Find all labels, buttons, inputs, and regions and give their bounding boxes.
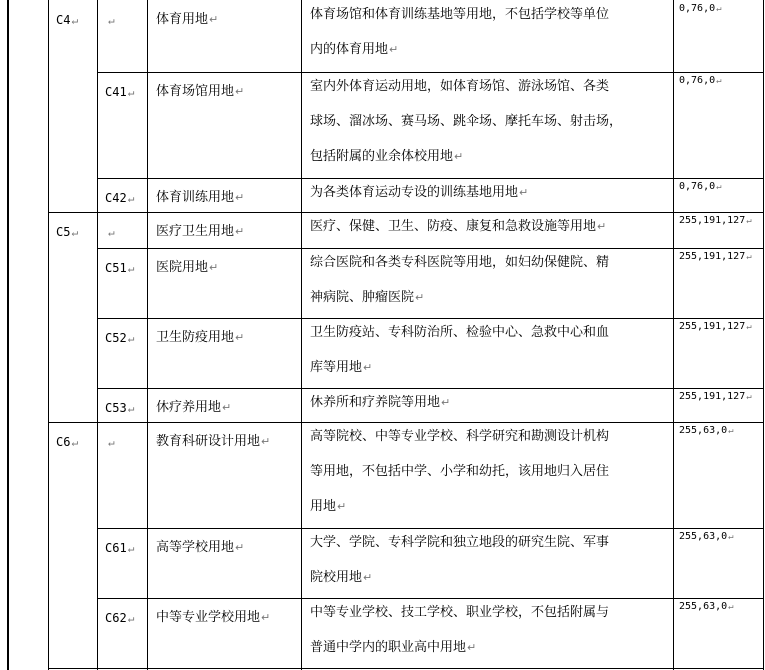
paragraph-mark-icon: ↵ xyxy=(235,85,245,98)
land-use-description: 库等用地↵ xyxy=(310,360,373,375)
paragraph-mark-icon: ↵ xyxy=(108,226,115,239)
paragraph-mark-icon: ↵ xyxy=(235,191,245,204)
paragraph-mark-icon: ↵ xyxy=(728,532,734,542)
land-use-name: 体育用地↵ xyxy=(156,12,219,27)
paragraph-mark-icon: ↵ xyxy=(222,401,232,414)
table-border-right xyxy=(763,0,764,670)
group-divider xyxy=(48,422,764,423)
land-use-name: 体育训练用地↵ xyxy=(156,190,245,205)
land-use-description: 医疗、保健、卫生、防疫、康复和急救设施等用地↵ xyxy=(310,219,607,234)
paragraph-mark-icon: ↵ xyxy=(746,322,752,332)
land-use-description: 内的体育用地↵ xyxy=(310,42,399,57)
row-divider xyxy=(97,598,764,599)
paragraph-mark-icon: ↵ xyxy=(71,14,79,27)
paragraph-mark-icon: ↵ xyxy=(235,541,245,554)
land-use-description: 院校用地↵ xyxy=(310,570,373,585)
column-rule xyxy=(301,0,302,670)
sub-code: C41↵ xyxy=(105,85,135,99)
land-use-description: 大学、学院、专科学院和独立地段的研究生院、军事 xyxy=(310,535,610,550)
land-use-description: 综合医院和各类专科医院等用地，如妇幼保健院、精 xyxy=(310,255,610,270)
column-rule xyxy=(97,0,98,670)
row-divider xyxy=(97,318,764,319)
paragraph-mark-icon: ↵ xyxy=(716,76,722,86)
sub-code: C51↵ xyxy=(105,261,135,275)
paragraph-mark-icon: ↵ xyxy=(127,332,135,345)
paragraph-mark-icon: ↵ xyxy=(363,571,373,584)
row-divider xyxy=(97,528,764,529)
paragraph-mark-icon: ↵ xyxy=(127,612,135,625)
paragraph-mark-icon: ↵ xyxy=(519,186,529,199)
paragraph-mark-icon: ↵ xyxy=(441,396,451,409)
group-divider xyxy=(48,212,764,213)
paragraph-mark-icon: ↵ xyxy=(415,291,425,304)
sub-code: C61↵ xyxy=(105,541,135,555)
row-divider xyxy=(97,178,764,179)
rgb-color-value: 255,191,127↵ xyxy=(679,215,752,226)
major-code: C5↵ xyxy=(56,225,79,239)
land-use-name: 中等专业学校用地↵ xyxy=(156,610,271,625)
land-use-description: 普通中学内的职业高中用地↵ xyxy=(310,640,477,655)
land-use-name: 卫生防疫用地↵ xyxy=(156,330,245,345)
land-use-description: 休养所和疗养院等用地↵ xyxy=(310,395,451,410)
paragraph-mark-icon: ↵ xyxy=(127,542,135,555)
paragraph-mark-icon: ↵ xyxy=(467,641,477,654)
paragraph-mark-icon: ↵ xyxy=(108,436,115,449)
row-divider xyxy=(97,72,764,73)
rgb-color-value: 255,63,0↵ xyxy=(679,531,734,542)
rgb-color-value: 255,191,127↵ xyxy=(679,391,752,402)
rgb-color-value: 255,63,0↵ xyxy=(679,425,734,436)
table-border-left xyxy=(7,0,9,670)
sub-code-empty xyxy=(107,432,115,453)
land-use-description: 室内外体育运动用地，如体育场馆、游泳场馆、各类 xyxy=(310,79,610,94)
sub-code: C42↵ xyxy=(105,191,135,205)
table-bottom-rule xyxy=(48,668,764,669)
major-code: C4↵ xyxy=(56,13,79,27)
paragraph-mark-icon: ↵ xyxy=(746,252,752,262)
sub-code: C62↵ xyxy=(105,611,135,625)
paragraph-mark-icon: ↵ xyxy=(716,182,722,192)
paragraph-mark-icon: ↵ xyxy=(728,426,734,436)
row-divider xyxy=(97,248,764,249)
land-use-description: 卫生防疫站、专科防治所、检验中心、急救中心和血 xyxy=(310,325,610,340)
paragraph-mark-icon: ↵ xyxy=(728,602,734,612)
sub-code-empty xyxy=(107,10,115,31)
paragraph-mark-icon: ↵ xyxy=(71,226,79,239)
land-use-name: 体育场馆用地↵ xyxy=(156,84,245,99)
land-use-name: 医院用地↵ xyxy=(156,260,219,275)
paragraph-mark-icon: ↵ xyxy=(454,150,464,163)
paragraph-mark-icon: ↵ xyxy=(746,392,752,402)
land-use-name: 医疗卫生用地↵ xyxy=(156,224,245,239)
sub-code: C53↵ xyxy=(105,401,135,415)
land-use-description: 为各类体育运动专设的训练基地用地↵ xyxy=(310,185,529,200)
column-rule xyxy=(673,0,674,670)
major-code: C6↵ xyxy=(56,435,79,449)
paragraph-mark-icon: ↵ xyxy=(127,402,135,415)
paragraph-mark-icon: ↵ xyxy=(235,225,245,238)
paragraph-mark-icon: ↵ xyxy=(363,361,373,374)
rgb-color-value: 255,63,0↵ xyxy=(679,601,734,612)
land-use-description: 包括附属的业余体校用地↵ xyxy=(310,149,464,164)
sub-code-empty xyxy=(107,222,115,243)
rgb-color-value: 0,76,0↵ xyxy=(679,181,722,192)
paragraph-mark-icon: ↵ xyxy=(235,331,245,344)
land-use-description: 体育场馆和体育训练基地等用地，不包括学校等单位 xyxy=(310,7,610,22)
paragraph-mark-icon: ↵ xyxy=(127,86,135,99)
sub-code: C52↵ xyxy=(105,331,135,345)
land-use-description: 用地↵ xyxy=(310,499,347,514)
paragraph-mark-icon: ↵ xyxy=(746,216,752,226)
land-use-description: 高等院校、中等专业学校、科学研究和勘测设计机构 xyxy=(310,429,610,444)
paragraph-mark-icon: ↵ xyxy=(209,261,219,274)
land-use-name: 休疗养用地↵ xyxy=(156,400,232,415)
paragraph-mark-icon: ↵ xyxy=(261,435,271,448)
land-use-description: 神病院、肿瘤医院↵ xyxy=(310,290,425,305)
rgb-color-value: 255,191,127↵ xyxy=(679,251,752,262)
paragraph-mark-icon: ↵ xyxy=(209,13,219,26)
paragraph-mark-icon: ↵ xyxy=(597,220,607,233)
column-rule xyxy=(147,0,148,670)
land-use-description: 等用地，不包括中学、小学和幼托，该用地归入居住 xyxy=(310,464,610,479)
paragraph-mark-icon: ↵ xyxy=(716,4,722,14)
rgb-color-value: 0,76,0↵ xyxy=(679,75,722,86)
paragraph-mark-icon: ↵ xyxy=(337,500,347,513)
land-use-name: 教育科研设计用地↵ xyxy=(156,434,271,449)
column-rule xyxy=(48,0,49,670)
paragraph-mark-icon: ↵ xyxy=(261,611,271,624)
paragraph-mark-icon: ↵ xyxy=(108,14,115,27)
land-use-description: 中等专业学校、技工学校、职业学校，不包括附属与 xyxy=(310,605,610,620)
rgb-color-value: 0,76,0↵ xyxy=(679,3,722,14)
land-use-description: 球场、溜冰场、赛马场、跳伞场、摩托车场、射击场， xyxy=(310,114,623,129)
row-divider xyxy=(97,388,764,389)
paragraph-mark-icon: ↵ xyxy=(389,43,399,56)
land-use-name: 高等学校用地↵ xyxy=(156,540,245,555)
paragraph-mark-icon: ↵ xyxy=(127,192,135,205)
rgb-color-value: 255,191,127↵ xyxy=(679,321,752,332)
paragraph-mark-icon: ↵ xyxy=(127,262,135,275)
paragraph-mark-icon: ↵ xyxy=(71,436,79,449)
